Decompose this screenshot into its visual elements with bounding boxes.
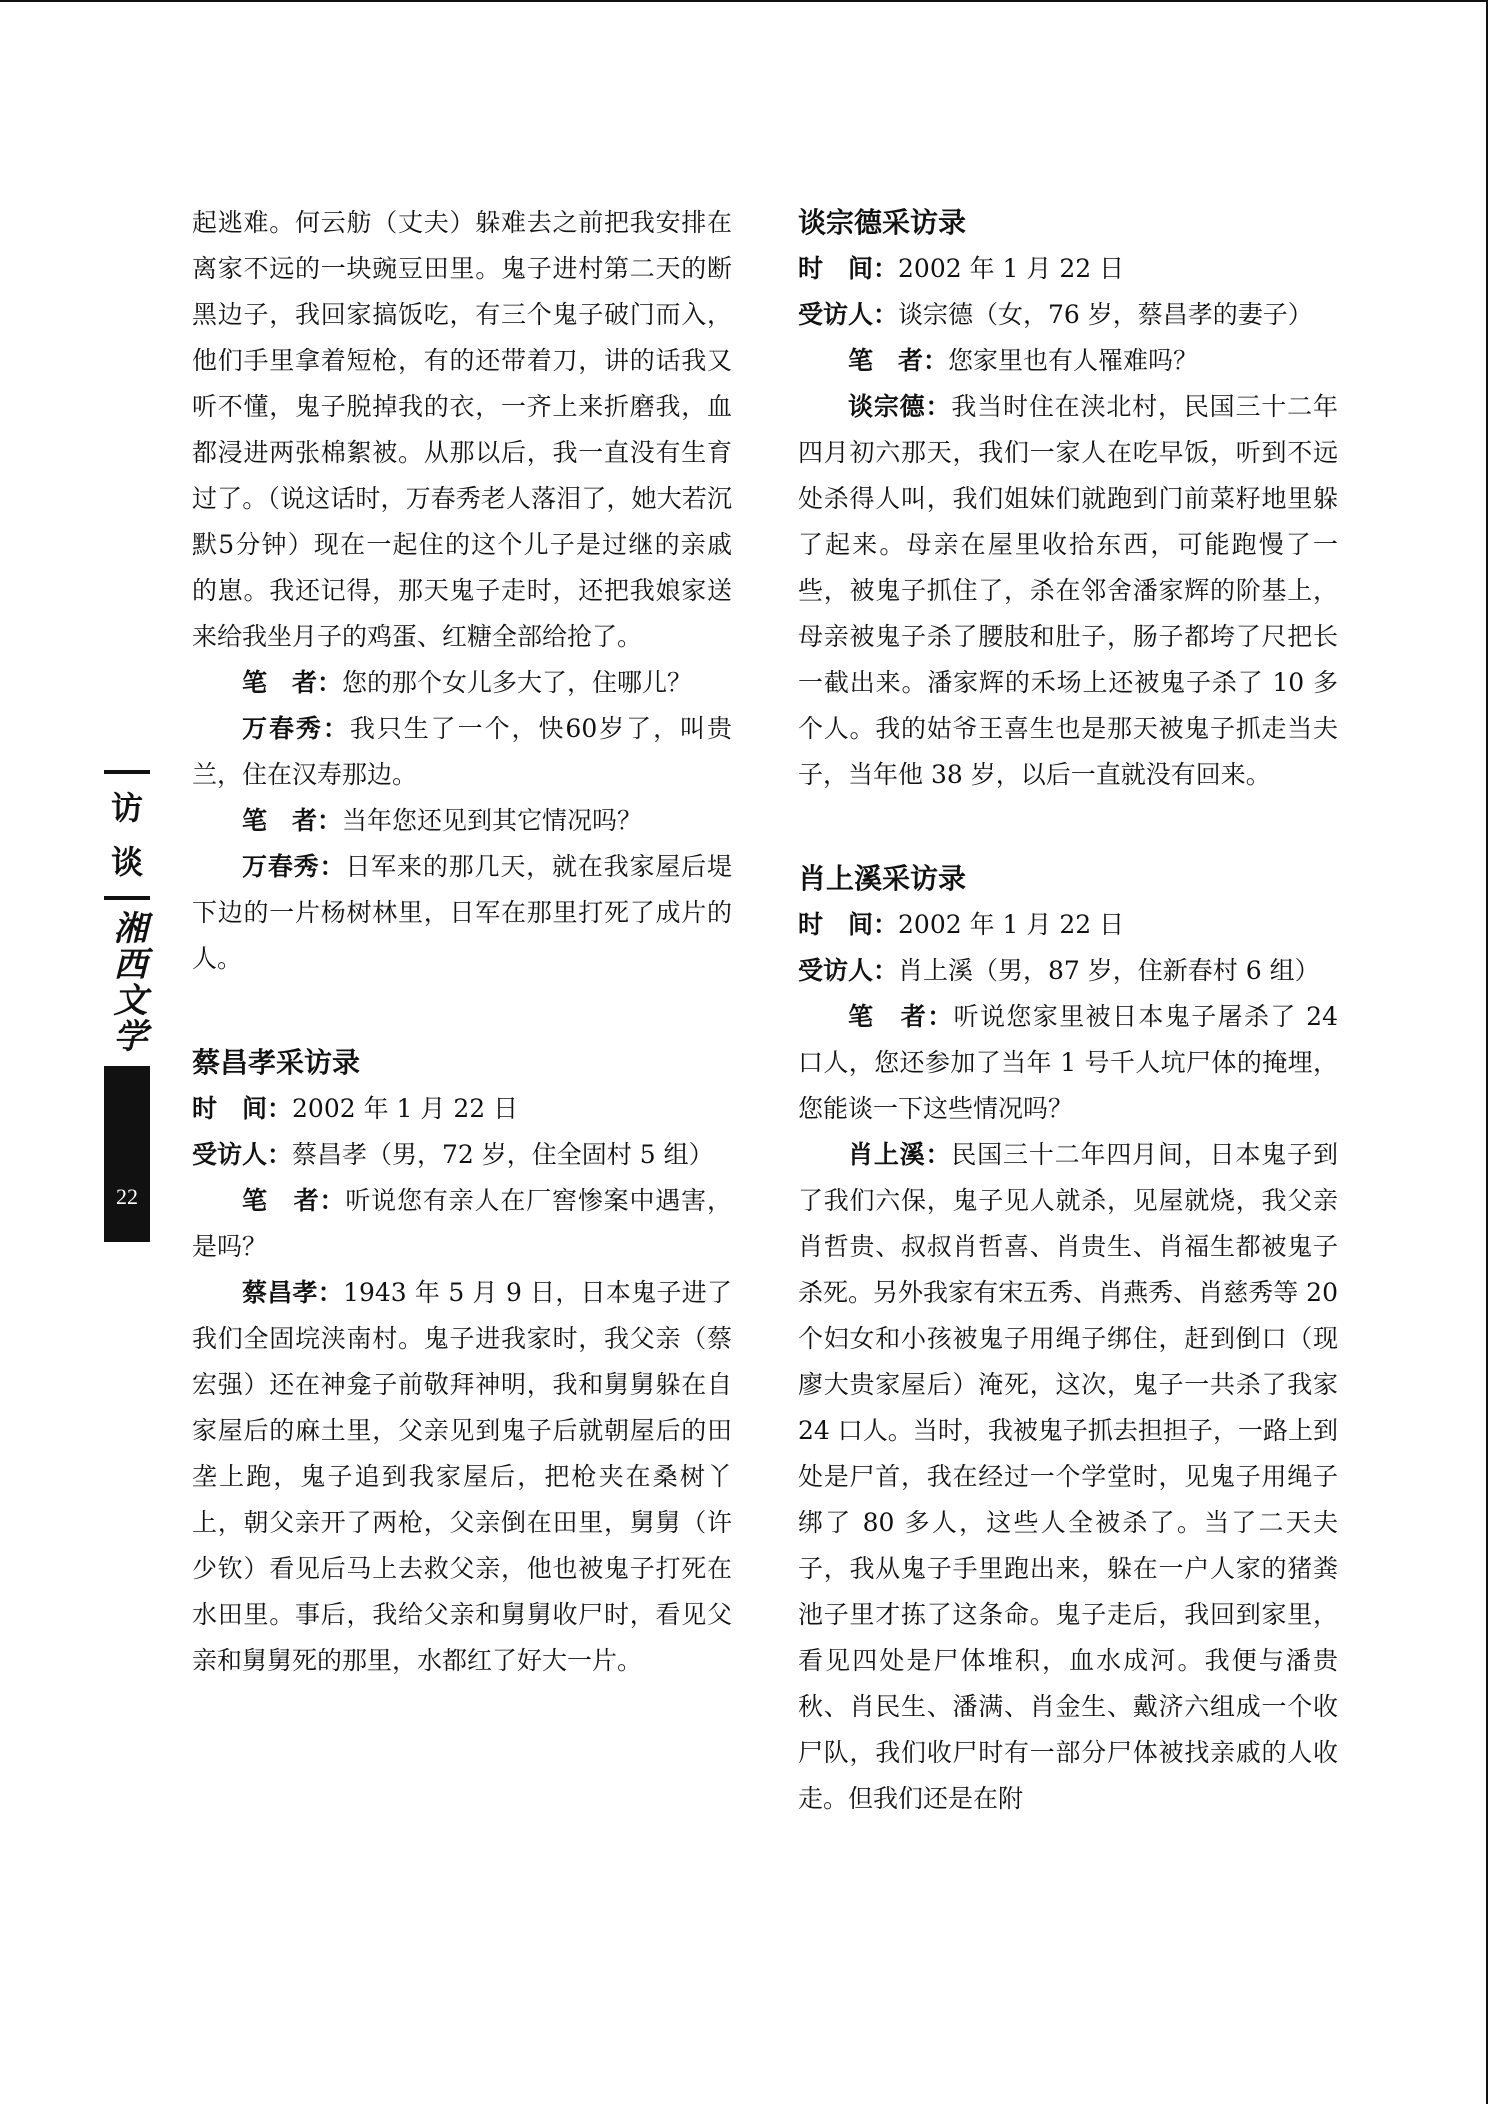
- qa-text: 您的那个女儿多大了，住哪儿？: [342, 668, 693, 697]
- speaker-label: 笔 者：: [242, 668, 343, 697]
- qa-text: 1943 年 5 月 9 日，日本鬼子进了我们全固垸浃南村。鬼子进我家时，我父亲（蔡宏强）还在神龛子前敬拜神明，我和舅舅躲在自家屋后的麻土里，父亲见到鬼子后就朝屋后的田垄上跑，鬼子追到我家屋后，把枪夹在桑树丫上，朝父亲开了两枪，父亲倒在田里，舅舅（许少钦）看见后马上去救父亲，他也被鬼子打死在水田里。事后，我给父亲和舅舅收尸时，看见父亲和舅舅死的那里，水都红了好大一片。: [192, 1278, 732, 1675]
- interviewee-label: 受访人：: [192, 1140, 293, 1169]
- qa-text: 日军来的那几天，就在我家屋后堤下边的一片杨树林里，日军在那里打死了成片的人。: [192, 852, 732, 973]
- qa-item: [192, 1178, 732, 1270]
- time-line: [192, 1086, 732, 1132]
- interviewee-line: [192, 1132, 732, 1178]
- tab-mid-rule: [104, 896, 150, 900]
- speaker-label: 笔 者：: [242, 806, 343, 835]
- qa-item: [192, 660, 732, 706]
- interviewee-value: 谈宗德（女，76 岁，蔡昌孝的妻子）: [898, 300, 1313, 329]
- speaker-label: 万春秀：: [242, 852, 346, 881]
- qa-text: 您家里也有人罹难吗？: [948, 346, 1199, 375]
- time-value: 2002 年 1 月 22 日: [292, 1094, 519, 1123]
- tab-char-tan: 谈: [110, 843, 143, 881]
- side-section-tab: [104, 770, 150, 1242]
- page-top-border: [0, 0, 1488, 2]
- speaker-label: 笔 者：: [848, 1002, 954, 1031]
- qa-item: [192, 844, 732, 982]
- interviewee-value: 肖上溪（男，87 岁，住新春村 6 组）: [898, 956, 1320, 985]
- qa-text: 听说您家里被日本鬼子屠杀了 24 口人，您还参加了当年 1 号千人坑尸体的掩埋，您能谈一下这些情况吗？: [798, 1002, 1338, 1123]
- interviewee-line: [798, 292, 1338, 338]
- speaker-label: 肖上溪：: [848, 1140, 952, 1169]
- qa-text: 听说您有亲人在厂窖惨案中遇害，是吗？: [192, 1186, 732, 1261]
- qa-item: [798, 384, 1338, 798]
- qa-item: [798, 338, 1338, 384]
- interviewee-line: [798, 948, 1338, 994]
- qa-item: [798, 994, 1338, 1132]
- time-label: 时 间：: [798, 254, 899, 283]
- speaker-label: 笔 者：: [848, 346, 949, 375]
- time-line: [798, 246, 1338, 292]
- time-line: [798, 902, 1338, 948]
- speaker-label: 笔 者：: [242, 1186, 346, 1215]
- magazine-title: 湘西文学: [107, 910, 147, 1054]
- qa-item: [192, 1270, 732, 1684]
- speaker-label: 蔡昌孝：: [242, 1278, 344, 1307]
- section-title-cai: 蔡昌孝采访录: [192, 1046, 361, 1079]
- section-title-xiao: 肖上溪采访录: [798, 862, 967, 895]
- time-label: 时 间：: [798, 910, 899, 939]
- page-number-block: [104, 1066, 150, 1242]
- qa-text: 我只生了一个，快60岁了，叫贵兰，住在汉寿那边。: [192, 714, 732, 789]
- qa-text: 当年您还见到其它情况吗？: [342, 806, 643, 835]
- qa-text: 民国三十二年四月间，日本鬼子到了我们六保，鬼子见人就杀，见屋就烧，我父亲肖哲贵、叔叔肖哲喜、肖贵生、肖福生都被鬼子杀死。另外我家有宋五秀、肖燕秀、肖慈秀等 20 个妇女和小孩被鬼子用绳子绑住，赶到倒口（现廖大贵家屋后）淹死，这次，鬼子一共杀了我家 24 口人。当时，我被鬼子抓去担担子，一路上到处是尸首，我在经过一个学堂时，见鬼子用绳子绑了 80 多人，这些人全被杀了。当了二天夫子，我从鬼子手里跑出来，躲在一户人家的猪粪池子里才拣了这条命。鬼子走后，我回到家里，看见四处是尸体堆积，血水成河。我便与潘贵秋、肖民生、潘满、肖金生、戴济六组成一个收尸队，我们收尸时有一部分尸体被找亲戚的人收走。但我们还是在附: [798, 1140, 1338, 1813]
- speaker-label: 谈宗德：: [848, 392, 952, 421]
- page-number: 22: [116, 1184, 138, 1209]
- time-value: 2002 年 1 月 22 日: [898, 254, 1125, 283]
- section-title-tan: 谈宗德采访录: [798, 206, 967, 239]
- time-value: 2002 年 1 月 22 日: [898, 910, 1125, 939]
- time-label: 时 间：: [192, 1094, 293, 1123]
- interviewee-value: 蔡昌孝（男，72 岁，住全固村 5 组）: [292, 1140, 714, 1169]
- qa-item: [192, 706, 732, 798]
- interviewee-label: 受访人：: [798, 956, 899, 985]
- qa-text: 我当时住在浃北村，民国三十二年四月初六那天，我们一家人在吃早饭，听到不远处杀得人叫，我们姐妹们就跑到门前菜籽地里躲了起来。母亲在屋里收拾东西，可能跑慢了一些，被鬼子抓住了，杀在邻舍潘家辉的阶基上，母亲被鬼子杀了腰肢和肚子，肠子都垮了尺把长一截出来。潘家辉的禾场上还被鬼子杀了 10 多个人。我的姑爷王喜生也是那天被鬼子抓走当夫子，当年他 38 岁，以后一直就没有回来。: [798, 392, 1338, 789]
- qa-item: [192, 798, 732, 844]
- speaker-label: 万春秀：: [242, 714, 350, 743]
- right-column: [798, 200, 1338, 1822]
- continued-paragraph: 起逃难。何云舫（丈夫）躲难去之前把我安排在离家不远的一块豌豆田里。鬼子进村第二天的断黑边子，我回家搞饭吃，有三个鬼子破门而入，他们手里拿着短枪，有的还带着刀，讲的话我又听不懂，鬼子脱掉我的衣，一齐上来折磨我，血都浸进两张棉絮被。从那以后，我一直没有生育过了。（说这话时，万春秀老人落泪了，她大若沉默5分钟）现在一起住的这个儿子是过继的亲戚的崽。我还记得，那天鬼子走时，还把我娘家送来给我坐月子的鸡蛋、红糖全部给抢了。: [192, 208, 732, 651]
- tab-char-fang: 访: [110, 789, 143, 827]
- tab-top-rule: [104, 770, 150, 774]
- qa-item: [798, 1132, 1338, 1822]
- left-column: [192, 200, 732, 1684]
- interviewee-label: 受访人：: [798, 300, 899, 329]
